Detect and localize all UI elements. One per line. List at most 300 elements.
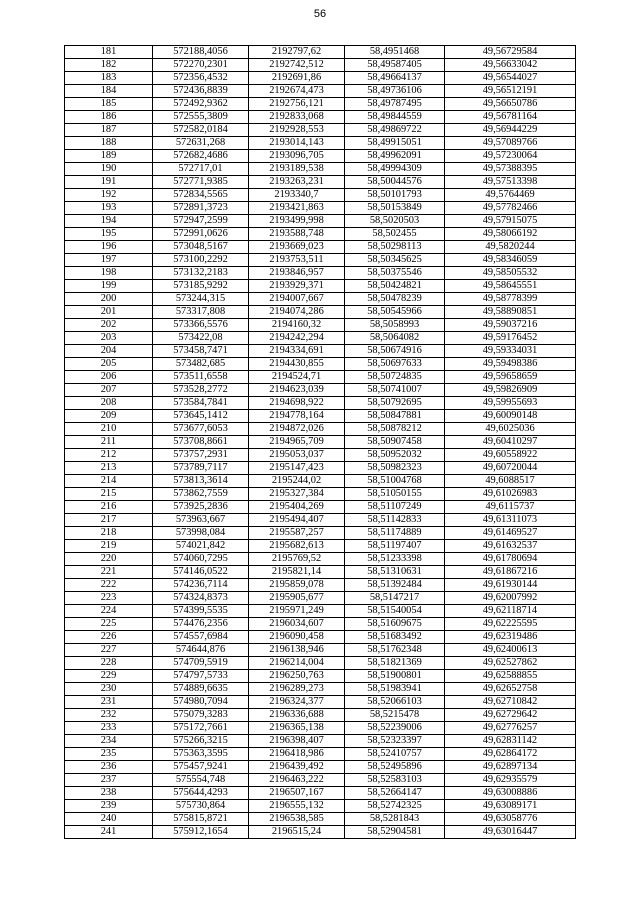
longitude-cell: 49,58890851 [445, 306, 576, 319]
table-row [65, 800, 576, 813]
y-coordinate-cell: 2193096,705 [249, 150, 345, 163]
latitude-cell: 58,50878212 [345, 423, 445, 436]
table-row [65, 423, 576, 436]
table-row [65, 410, 576, 423]
x-coordinate-cell: 572492,9362 [153, 98, 249, 111]
table-row [65, 553, 576, 566]
x-coordinate-cell: 573244,315 [153, 293, 249, 306]
x-coordinate-cell: 575172,7661 [153, 722, 249, 735]
point-number-cell: 189 [65, 150, 153, 163]
y-coordinate-cell: 2194965,709 [249, 436, 345, 449]
latitude-cell: 58,51900801 [345, 670, 445, 683]
y-coordinate-cell: 2193263,231 [249, 176, 345, 189]
y-coordinate-cell: 2196250,763 [249, 670, 345, 683]
table-row [65, 46, 576, 59]
y-coordinate-cell: 2196214,004 [249, 657, 345, 670]
y-coordinate-cell: 2196418,986 [249, 748, 345, 761]
x-coordinate-cell: 575644,4293 [153, 787, 249, 800]
y-coordinate-cell: 2194778,164 [249, 410, 345, 423]
x-coordinate-cell: 573422,08 [153, 332, 249, 345]
coordinates-table-body [65, 46, 576, 839]
table-row [65, 98, 576, 111]
y-coordinate-cell: 2193588,748 [249, 228, 345, 241]
x-coordinate-cell: 573366,5576 [153, 319, 249, 332]
latitude-cell: 58,52410757 [345, 748, 445, 761]
x-coordinate-cell: 574709,5919 [153, 657, 249, 670]
longitude-cell: 49,62118714 [445, 605, 576, 618]
latitude-cell: 58,50545966 [345, 306, 445, 319]
point-number-cell: 203 [65, 332, 153, 345]
y-coordinate-cell: 2196324,377 [249, 696, 345, 709]
point-number-cell: 224 [65, 605, 153, 618]
y-coordinate-cell: 2195769,52 [249, 553, 345, 566]
y-coordinate-cell: 2192691,86 [249, 72, 345, 85]
longitude-cell: 49,61026983 [445, 488, 576, 501]
table-row [65, 371, 576, 384]
y-coordinate-cell: 2192833,068 [249, 111, 345, 124]
table-row [65, 592, 576, 605]
y-coordinate-cell: 2194430,855 [249, 358, 345, 371]
point-number-cell: 184 [65, 85, 153, 98]
y-coordinate-cell: 2195053,037 [249, 449, 345, 462]
longitude-cell: 49,62588855 [445, 670, 576, 683]
longitude-cell: 49,56544027 [445, 72, 576, 85]
longitude-cell: 49,58346059 [445, 254, 576, 267]
y-coordinate-cell: 2196555,132 [249, 800, 345, 813]
longitude-cell: 49,59955693 [445, 397, 576, 410]
y-coordinate-cell: 2192797,62 [249, 46, 345, 59]
y-coordinate-cell: 2196289,273 [249, 683, 345, 696]
y-coordinate-cell: 2194334,691 [249, 345, 345, 358]
table-row [65, 163, 576, 176]
point-number-cell: 219 [65, 540, 153, 553]
y-coordinate-cell: 2195821,14 [249, 566, 345, 579]
longitude-cell: 49,57089766 [445, 137, 576, 150]
point-number-cell: 230 [65, 683, 153, 696]
y-coordinate-cell: 2196463,222 [249, 774, 345, 787]
longitude-cell: 49,61930144 [445, 579, 576, 592]
point-number-cell: 191 [65, 176, 153, 189]
point-number-cell: 225 [65, 618, 153, 631]
latitude-cell: 58,50741007 [345, 384, 445, 397]
table-row [65, 280, 576, 293]
point-number-cell: 233 [65, 722, 153, 735]
x-coordinate-cell: 572270,2301 [153, 59, 249, 72]
latitude-cell: 58,49587405 [345, 59, 445, 72]
y-coordinate-cell: 2193340,7 [249, 189, 345, 202]
point-number-cell: 220 [65, 553, 153, 566]
y-coordinate-cell: 2196398,407 [249, 735, 345, 748]
latitude-cell: 58,51004768 [345, 475, 445, 488]
x-coordinate-cell: 573185,9292 [153, 280, 249, 293]
longitude-cell: 49,57782466 [445, 202, 576, 215]
x-coordinate-cell: 573100,2292 [153, 254, 249, 267]
x-coordinate-cell: 573482,685 [153, 358, 249, 371]
latitude-cell: 58,49962091 [345, 150, 445, 163]
point-number-cell: 210 [65, 423, 153, 436]
latitude-cell: 58,50847881 [345, 410, 445, 423]
latitude-cell: 58,51142833 [345, 514, 445, 527]
longitude-cell: 49,56944229 [445, 124, 576, 137]
y-coordinate-cell: 2196034,607 [249, 618, 345, 631]
point-number-cell: 208 [65, 397, 153, 410]
table-row [65, 72, 576, 85]
latitude-cell: 58,51174889 [345, 527, 445, 540]
latitude-cell: 58,51233398 [345, 553, 445, 566]
y-coordinate-cell: 2192742,512 [249, 59, 345, 72]
table-row [65, 657, 576, 670]
x-coordinate-cell: 573584,7841 [153, 397, 249, 410]
x-coordinate-cell: 573708,8661 [153, 436, 249, 449]
latitude-cell: 58,49844559 [345, 111, 445, 124]
point-number-cell: 229 [65, 670, 153, 683]
longitude-cell: 49,59826909 [445, 384, 576, 397]
table-row [65, 787, 576, 800]
latitude-cell: 58,51310631 [345, 566, 445, 579]
table-row [65, 137, 576, 150]
y-coordinate-cell: 2196439,492 [249, 761, 345, 774]
latitude-cell: 58,5064082 [345, 332, 445, 345]
latitude-cell: 58,50044576 [345, 176, 445, 189]
latitude-cell: 58,51107249 [345, 501, 445, 514]
longitude-cell: 49,58645551 [445, 280, 576, 293]
latitude-cell: 58,50724835 [345, 371, 445, 384]
x-coordinate-cell: 573677,6053 [153, 423, 249, 436]
longitude-cell: 49,61867216 [445, 566, 576, 579]
x-coordinate-cell: 575912,1654 [153, 826, 249, 839]
latitude-cell: 58,49869722 [345, 124, 445, 137]
y-coordinate-cell: 2193669,023 [249, 241, 345, 254]
point-number-cell: 215 [65, 488, 153, 501]
table-row [65, 670, 576, 683]
point-number-cell: 187 [65, 124, 153, 137]
x-coordinate-cell: 575079,3283 [153, 709, 249, 722]
longitude-cell: 49,62897134 [445, 761, 576, 774]
longitude-cell: 49,63008886 [445, 787, 576, 800]
point-number-cell: 223 [65, 592, 153, 605]
point-number-cell: 201 [65, 306, 153, 319]
latitude-cell: 58,50478239 [345, 293, 445, 306]
latitude-cell: 58,5058993 [345, 319, 445, 332]
x-coordinate-cell: 572436,8839 [153, 85, 249, 98]
y-coordinate-cell: 2195587,257 [249, 527, 345, 540]
y-coordinate-cell: 2193499,998 [249, 215, 345, 228]
point-number-cell: 222 [65, 579, 153, 592]
point-number-cell: 218 [65, 527, 153, 540]
x-coordinate-cell: 572717,01 [153, 163, 249, 176]
longitude-cell: 49,57915075 [445, 215, 576, 228]
table-row [65, 215, 576, 228]
y-coordinate-cell: 2192674,473 [249, 85, 345, 98]
point-number-cell: 207 [65, 384, 153, 397]
latitude-cell: 58,49994309 [345, 163, 445, 176]
longitude-cell: 49,62225595 [445, 618, 576, 631]
x-coordinate-cell: 575730,864 [153, 800, 249, 813]
longitude-cell: 49,57230064 [445, 150, 576, 163]
point-number-cell: 216 [65, 501, 153, 514]
x-coordinate-cell: 575266,3215 [153, 735, 249, 748]
latitude-cell: 58,52583103 [345, 774, 445, 787]
table-row [65, 462, 576, 475]
point-number-cell: 237 [65, 774, 153, 787]
y-coordinate-cell: 2195682,613 [249, 540, 345, 553]
table-row [65, 488, 576, 501]
y-coordinate-cell: 2193014,143 [249, 137, 345, 150]
point-number-cell: 209 [65, 410, 153, 423]
point-number-cell: 196 [65, 241, 153, 254]
longitude-cell: 49,57513398 [445, 176, 576, 189]
x-coordinate-cell: 572555,3809 [153, 111, 249, 124]
x-coordinate-cell: 574021,842 [153, 540, 249, 553]
table-row [65, 150, 576, 163]
longitude-cell: 49,63089171 [445, 800, 576, 813]
longitude-cell: 49,63016447 [445, 826, 576, 839]
longitude-cell: 49,6088517 [445, 475, 576, 488]
latitude-cell: 58,51392484 [345, 579, 445, 592]
x-coordinate-cell: 573528,2772 [153, 384, 249, 397]
y-coordinate-cell: 2194074,286 [249, 306, 345, 319]
table-row [65, 761, 576, 774]
y-coordinate-cell: 2195859,078 [249, 579, 345, 592]
x-coordinate-cell: 574236,7114 [153, 579, 249, 592]
x-coordinate-cell: 572891,3723 [153, 202, 249, 215]
latitude-cell: 58,52323397 [345, 735, 445, 748]
longitude-cell: 49,62007992 [445, 592, 576, 605]
longitude-cell: 49,62935579 [445, 774, 576, 787]
table-row [65, 332, 576, 345]
y-coordinate-cell: 2194160,32 [249, 319, 345, 332]
table-row [65, 358, 576, 371]
point-number-cell: 204 [65, 345, 153, 358]
latitude-cell: 58,51197407 [345, 540, 445, 553]
point-number-cell: 185 [65, 98, 153, 111]
table-row [65, 501, 576, 514]
point-number-cell: 238 [65, 787, 153, 800]
latitude-cell: 58,51983941 [345, 683, 445, 696]
x-coordinate-cell: 572991,0626 [153, 228, 249, 241]
y-coordinate-cell: 2196515,24 [249, 826, 345, 839]
x-coordinate-cell: 573317,808 [153, 306, 249, 319]
x-coordinate-cell: 575815,8721 [153, 813, 249, 826]
latitude-cell: 58,51540054 [345, 605, 445, 618]
point-number-cell: 181 [65, 46, 153, 59]
x-coordinate-cell: 573998,084 [153, 527, 249, 540]
x-coordinate-cell: 572356,4532 [153, 72, 249, 85]
y-coordinate-cell: 2195147,423 [249, 462, 345, 475]
y-coordinate-cell: 2196365,138 [249, 722, 345, 735]
latitude-cell: 58,5020503 [345, 215, 445, 228]
longitude-cell: 49,62400613 [445, 644, 576, 657]
table-row [65, 709, 576, 722]
x-coordinate-cell: 573963,667 [153, 514, 249, 527]
table-row [65, 631, 576, 644]
x-coordinate-cell: 572631,268 [153, 137, 249, 150]
x-coordinate-cell: 573132,2183 [153, 267, 249, 280]
table-row [65, 85, 576, 98]
point-number-cell: 212 [65, 449, 153, 462]
longitude-cell: 49,61632537 [445, 540, 576, 553]
y-coordinate-cell: 2195244,02 [249, 475, 345, 488]
table-row [65, 644, 576, 657]
point-number-cell: 232 [65, 709, 153, 722]
table-row [65, 774, 576, 787]
point-number-cell: 213 [65, 462, 153, 475]
latitude-cell: 58,5215478 [345, 709, 445, 722]
longitude-cell: 49,58778399 [445, 293, 576, 306]
y-coordinate-cell: 2193846,957 [249, 267, 345, 280]
point-number-cell: 239 [65, 800, 153, 813]
table-row [65, 527, 576, 540]
y-coordinate-cell: 2193929,371 [249, 280, 345, 293]
latitude-cell: 58,52904581 [345, 826, 445, 839]
point-number-cell: 202 [65, 319, 153, 332]
point-number-cell: 195 [65, 228, 153, 241]
longitude-cell: 49,61469527 [445, 527, 576, 540]
longitude-cell: 49,61780694 [445, 553, 576, 566]
longitude-cell: 49,60720044 [445, 462, 576, 475]
table-row [65, 241, 576, 254]
x-coordinate-cell: 573048,5167 [153, 241, 249, 254]
latitude-cell: 58,49736106 [345, 85, 445, 98]
x-coordinate-cell: 574324,8373 [153, 592, 249, 605]
latitude-cell: 58,49787495 [345, 98, 445, 111]
table-row [65, 605, 576, 618]
table-row [65, 449, 576, 462]
latitude-cell: 58,51821369 [345, 657, 445, 670]
point-number-cell: 194 [65, 215, 153, 228]
point-number-cell: 205 [65, 358, 153, 371]
table-row [65, 683, 576, 696]
latitude-cell: 58,50375546 [345, 267, 445, 280]
longitude-cell: 49,59658659 [445, 371, 576, 384]
x-coordinate-cell: 575457,9241 [153, 761, 249, 774]
point-number-cell: 226 [65, 631, 153, 644]
y-coordinate-cell: 2195494,407 [249, 514, 345, 527]
x-coordinate-cell: 573757,2931 [153, 449, 249, 462]
longitude-cell: 49,60090148 [445, 410, 576, 423]
x-coordinate-cell: 572834,5565 [153, 189, 249, 202]
longitude-cell: 49,59176452 [445, 332, 576, 345]
longitude-cell: 49,62776257 [445, 722, 576, 735]
x-coordinate-cell: 574644,876 [153, 644, 249, 657]
x-coordinate-cell: 573511,6558 [153, 371, 249, 384]
point-number-cell: 234 [65, 735, 153, 748]
latitude-cell: 58,49915051 [345, 137, 445, 150]
x-coordinate-cell: 574557,6984 [153, 631, 249, 644]
table-row [65, 319, 576, 332]
latitude-cell: 58,50424821 [345, 280, 445, 293]
longitude-cell: 49,56512191 [445, 85, 576, 98]
latitude-cell: 58,51762348 [345, 644, 445, 657]
table-row [65, 826, 576, 839]
table-row [65, 436, 576, 449]
latitude-cell: 58,50153849 [345, 202, 445, 215]
table-row [65, 59, 576, 72]
table-row [65, 111, 576, 124]
point-number-cell: 240 [65, 813, 153, 826]
table-row [65, 579, 576, 592]
latitude-cell: 58,52066103 [345, 696, 445, 709]
latitude-cell: 58,5147217 [345, 592, 445, 605]
table-row [65, 618, 576, 631]
point-number-cell: 183 [65, 72, 153, 85]
point-number-cell: 188 [65, 137, 153, 150]
point-number-cell: 236 [65, 761, 153, 774]
x-coordinate-cell: 574060,7295 [153, 553, 249, 566]
x-coordinate-cell: 574889,6635 [153, 683, 249, 696]
longitude-cell: 49,62527862 [445, 657, 576, 670]
y-coordinate-cell: 2196538,585 [249, 813, 345, 826]
table-row [65, 228, 576, 241]
table-row [65, 293, 576, 306]
y-coordinate-cell: 2196138,946 [249, 644, 345, 657]
x-coordinate-cell: 573645,1412 [153, 410, 249, 423]
latitude-cell: 58,4951468 [345, 46, 445, 59]
y-coordinate-cell: 2194524,71 [249, 371, 345, 384]
y-coordinate-cell: 2193189,538 [249, 163, 345, 176]
latitude-cell: 58,52742325 [345, 800, 445, 813]
longitude-cell: 49,59037216 [445, 319, 576, 332]
longitude-cell: 49,62831142 [445, 735, 576, 748]
latitude-cell: 58,50697633 [345, 358, 445, 371]
longitude-cell: 49,61311073 [445, 514, 576, 527]
point-number-cell: 228 [65, 657, 153, 670]
x-coordinate-cell: 574146,0522 [153, 566, 249, 579]
latitude-cell: 58,50101793 [345, 189, 445, 202]
latitude-cell: 58,50982323 [345, 462, 445, 475]
table-row [65, 202, 576, 215]
longitude-cell: 49,5764469 [445, 189, 576, 202]
longitude-cell: 49,62652758 [445, 683, 576, 696]
x-coordinate-cell: 573862,7559 [153, 488, 249, 501]
point-number-cell: 200 [65, 293, 153, 306]
point-number-cell: 206 [65, 371, 153, 384]
latitude-cell: 58,5281843 [345, 813, 445, 826]
table-row [65, 345, 576, 358]
point-number-cell: 214 [65, 475, 153, 488]
longitude-cell: 49,62319486 [445, 631, 576, 644]
longitude-cell: 49,63058776 [445, 813, 576, 826]
table-row [65, 722, 576, 735]
point-number-cell: 227 [65, 644, 153, 657]
y-coordinate-cell: 2195905,677 [249, 592, 345, 605]
page-number: 56 [313, 8, 327, 20]
y-coordinate-cell: 2193421,863 [249, 202, 345, 215]
table-row [65, 566, 576, 579]
longitude-cell: 49,58066192 [445, 228, 576, 241]
table-row [65, 124, 576, 137]
longitude-cell: 49,57388395 [445, 163, 576, 176]
x-coordinate-cell: 573925,2836 [153, 501, 249, 514]
point-number-cell: 221 [65, 566, 153, 579]
table-row [65, 813, 576, 826]
longitude-cell: 49,60558922 [445, 449, 576, 462]
point-number-cell: 211 [65, 436, 153, 449]
latitude-cell: 58,52495896 [345, 761, 445, 774]
longitude-cell: 49,58505532 [445, 267, 576, 280]
longitude-cell: 49,62710842 [445, 696, 576, 709]
y-coordinate-cell: 2195404,269 [249, 501, 345, 514]
x-coordinate-cell: 575363,3595 [153, 748, 249, 761]
table-row [65, 176, 576, 189]
table-row [65, 267, 576, 280]
y-coordinate-cell: 2195971,249 [249, 605, 345, 618]
x-coordinate-cell: 572582,0184 [153, 124, 249, 137]
y-coordinate-cell: 2194007,667 [249, 293, 345, 306]
point-number-cell: 192 [65, 189, 153, 202]
x-coordinate-cell: 574399,5535 [153, 605, 249, 618]
x-coordinate-cell: 572947,2599 [153, 215, 249, 228]
